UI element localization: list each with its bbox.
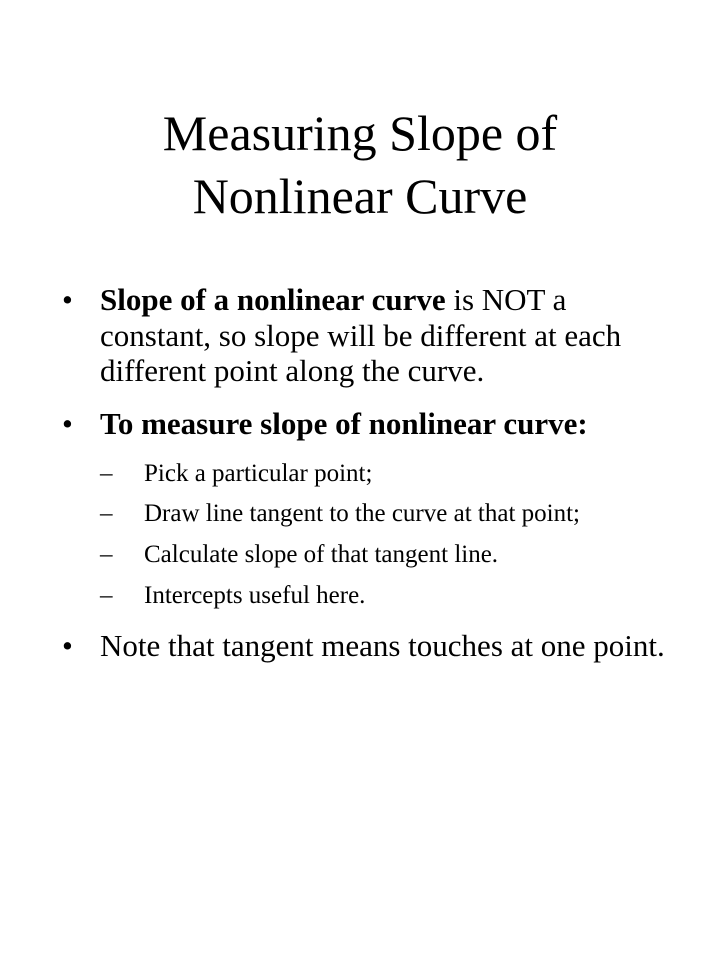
bullet-item-3 [62,628,682,664]
sub-item-text: Draw line tangent to the curve at that point; [144,500,580,528]
sub-item-text: Intercepts useful here. [144,581,366,609]
bullet-text: is NOT a constant, so slope will be different at each different point along the curve. [100,282,622,389]
sub-item-marker: – [100,541,113,569]
slide-title [60,102,660,227]
sub-item-4 [100,582,682,611]
sub-bullet-list [100,460,682,611]
bullet-marker: • [62,405,73,441]
slide-title-line-1: Measuring Slope of [162,105,558,161]
bullet-marker: • [62,282,73,317]
bullet-bold-text: To measure slope of nonlinear curve: [100,405,588,441]
bullet-item-1 [62,282,682,389]
sub-item-text: Pick a particular point; [144,459,373,487]
bullet-bold-text: Slope of a nonlinear curve [100,282,446,317]
bullet-item-2 [62,406,682,611]
bullet-text: Note that tangent means touches at one point. [100,627,665,663]
sub-item-marker: – [100,500,113,528]
bullet-marker: • [62,627,73,663]
sub-item-marker: – [100,581,113,609]
sub-item-1 [100,460,682,489]
bullet-list [62,282,682,680]
sub-item-3 [100,541,682,570]
sub-item-marker: – [100,459,113,487]
slide-title-line-2: Nonlinear Curve [192,167,528,224]
sub-item-2 [100,500,682,529]
sub-item-text: Calculate slope of that tangent line. [144,541,499,569]
